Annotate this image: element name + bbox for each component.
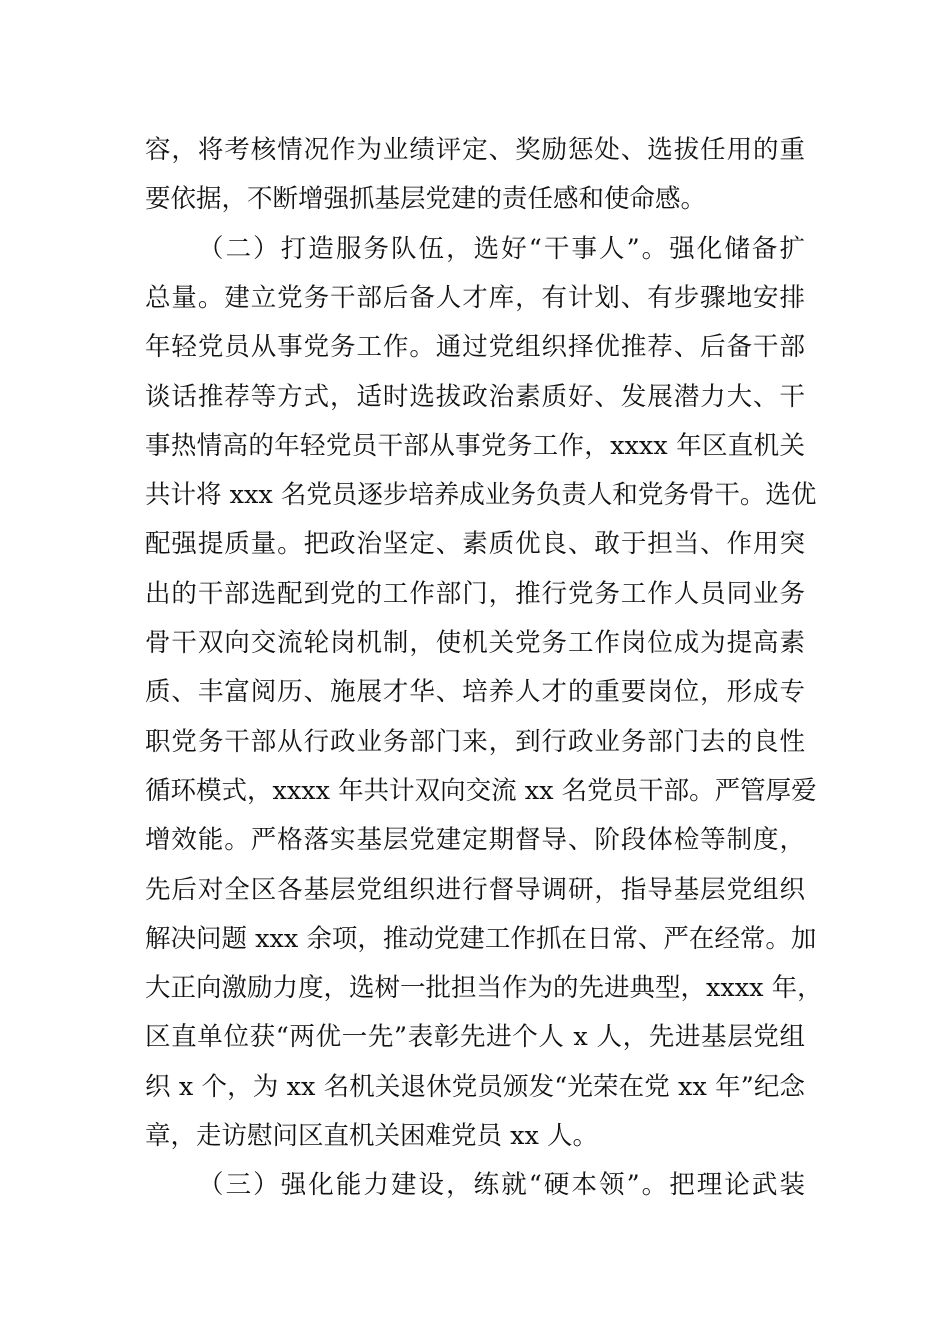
text-line: 配强提质量。把政治坚定、素质优良、敢于担当、作用突 xyxy=(145,529,805,560)
text-line: （三）强化能力建设，练就“硬本领”。把理论武装 xyxy=(198,1170,805,1201)
text-line: 容，将考核情况作为业绩评定、奖励惩处、选拔任用的重 xyxy=(145,135,805,165)
text-line: 谈话推荐等方式，适时选拔政治素质好、发展潜力大、干 xyxy=(145,381,805,412)
text-line: 区直单位获“两优一先”表彰先进个人 x 人，先进基层党组 xyxy=(145,1022,805,1053)
text-line: 循环模式，xxxx 年共计双向交流 xx 名党员干部。严管厚爱 xyxy=(145,775,817,806)
text-line: 章，走访慰问区直机关困难党员 xx 人。 xyxy=(145,1121,598,1151)
text-line: 质、丰富阅历、施展才华、培养人才的重要岗位，形成专 xyxy=(145,677,805,708)
text-line: 共计将 xxx 名党员逐步培养成业务负责人和党务骨干。选优 xyxy=(145,480,817,511)
text-line: 总量。建立党务干部后备人才库，有计划、有步骤地安排 xyxy=(145,282,805,313)
text-line: 解决问题 xxx 余项，推动党建工作抓在日常、严在经常。加 xyxy=(145,923,817,954)
text-line: （二）打造服务队伍，选好“干事人”。强化储备扩 xyxy=(198,233,805,264)
text-line: 职党务干部从行政业务部门来，到行政业务部门去的良性 xyxy=(145,726,805,757)
text-line: 年轻党员从事党务工作。通过党组织择优推荐、后备干部 xyxy=(145,332,805,363)
text-line: 骨干双向交流轮岗机制，使机关党务工作岗位成为提高素 xyxy=(145,628,805,658)
text-line: 要依据，不断增强抓基层党建的责任感和使命感。 xyxy=(145,184,707,215)
text-line: 织 x 个，为 xx 名机关退休党员颁发“光荣在党 xx 年”纪念 xyxy=(145,1071,805,1102)
text-line: 先后对全区各基层党组织进行督导调研，指导基层党组织 xyxy=(145,874,805,905)
text-line: 事热情高的年轻党员干部从事党务工作，xxxx 年区直机关 xyxy=(145,430,805,461)
text-line: 增效能。严格落实基层党建定期督导、阶段体检等制度， xyxy=(145,825,805,856)
text-line: 大正向激励力度，选树一批担当作为的先进典型，xxxx 年， xyxy=(145,973,823,1004)
text-line: 出的干部选配到党的工作部门，推行党务工作人员同业务 xyxy=(145,578,805,609)
